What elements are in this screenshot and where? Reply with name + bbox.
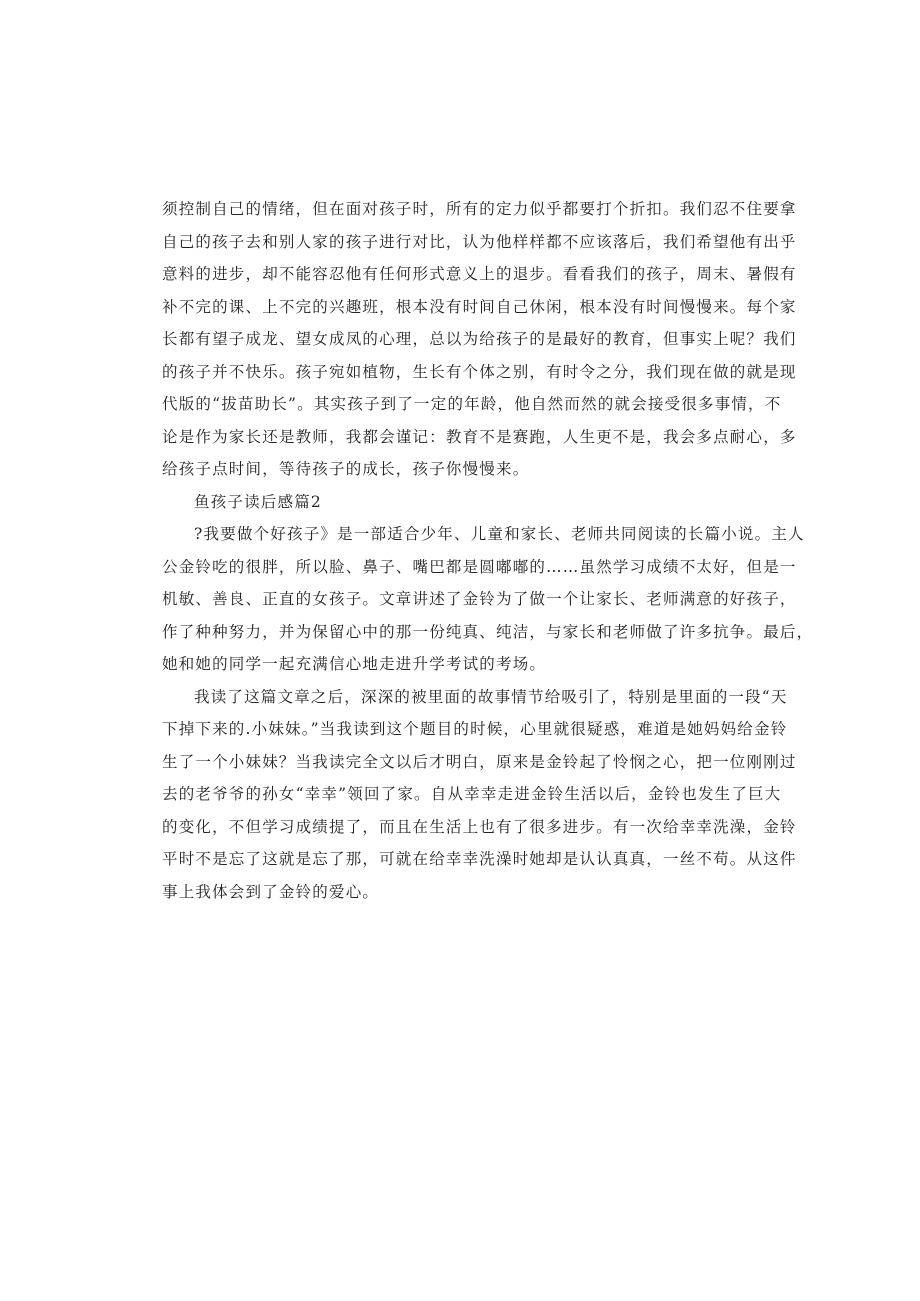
paragraph-2 (162, 518, 814, 681)
text-line: 我读了这篇文章之后，深深的被里面的故事情节给吸引了，特别是里面的一段“天 (194, 687, 788, 706)
text-line: ?我要做个好孩子》是一部适合少年、儿童和家长、老师共同阅读的长篇小说。主人 (194, 525, 805, 543)
text-line: 补不完的课、上不完的兴趣班，根本没有时间自己休闲，根本没有时间慢慢来。每个家 (162, 297, 797, 316)
text-line: 须控制自己的情绪，但在面对孩子时，所有的定力似乎都要打个折扣。我们忍不住要拿 (162, 200, 797, 218)
text-line: 长都有望子成龙、望女成凤的心理，总以为给孩子的是最好的教育，但事实上呢？我们 (162, 330, 797, 348)
text-line: 意料的进步，却不能容忍他有任何形式意义上的退步。看看我们的孩子，周末、暑假有 (162, 265, 797, 283)
text-line: 去的老爷爷的孙女“幸幸”领回了家。自从幸幸走进金铃生活以后，金铃也发生了巨大 (162, 785, 782, 803)
text-line: 自己的孩子去和别人家的孩子进行对比，认为他样样都不应该落后，我们希望他有出乎 (162, 232, 797, 251)
text-line: 公金铃吃的很胖，所以脸、鼻子、嘴巴都是圆嘟嘟的……虽然学习成绩不太好，但是一 (162, 557, 797, 576)
text-line: 作了种种努力，并为保留心中的那一份纯真、纯洁，与家长和老师做了许多抗争。最后， (162, 622, 814, 641)
section-heading-text: 鱼孩子读后感篇2 (194, 492, 322, 511)
text-line: 平时不是忘了这就是忘了那，可就在给幸幸洗澡时她却是认认真真，一丝不苟。从这件 (162, 850, 797, 868)
text-line: 的变化，不但学习成绩提了，而且在生活上也有了很多进步。有一次给幸幸洗澡，金铃 (162, 817, 797, 836)
text-line: 给孩子点时间，等待孩子的成长，孩子你慢慢来。 (162, 460, 530, 478)
document-body (162, 193, 814, 908)
paragraph-1 (162, 193, 797, 486)
text-line: 的孩子并不快乐。孩子宛如植物，生长有个体之别，有时令之分，我们现在做的就是现 (162, 362, 797, 381)
text-line: 生了一个小妹妹？当我读完全文以后才明白，原来是金铃起了怜悯之心，把一位刚刚过 (162, 752, 797, 771)
text-line: 机敏、善良、正直的女孩子。文章讲述了金铃为了做一个让家长、老师满意的好孩子， (162, 590, 797, 608)
text-line: 下掉下来的.小妹妹。”当我读到这个题目的时候，心里就很疑惑，难道是她妈妈给金铃 (162, 720, 788, 738)
text-line: 事上我体会到了金铃的爱心。 (162, 882, 380, 901)
text-line: 她和她的同学一起充满信心地走进升学考试的考场。 (162, 655, 547, 673)
section-heading (162, 486, 756, 519)
text-line: 论是作为家长还是教师，我都会谨记：教育不是赛跑，人生更不是，我会多点耐心，多 (162, 427, 797, 446)
paragraph-3 (162, 681, 797, 909)
text-line: 代版的“拔苗助长”。其实孩子到了一定的年龄，他自然而然的就会接受很多事情，不 (162, 395, 782, 413)
